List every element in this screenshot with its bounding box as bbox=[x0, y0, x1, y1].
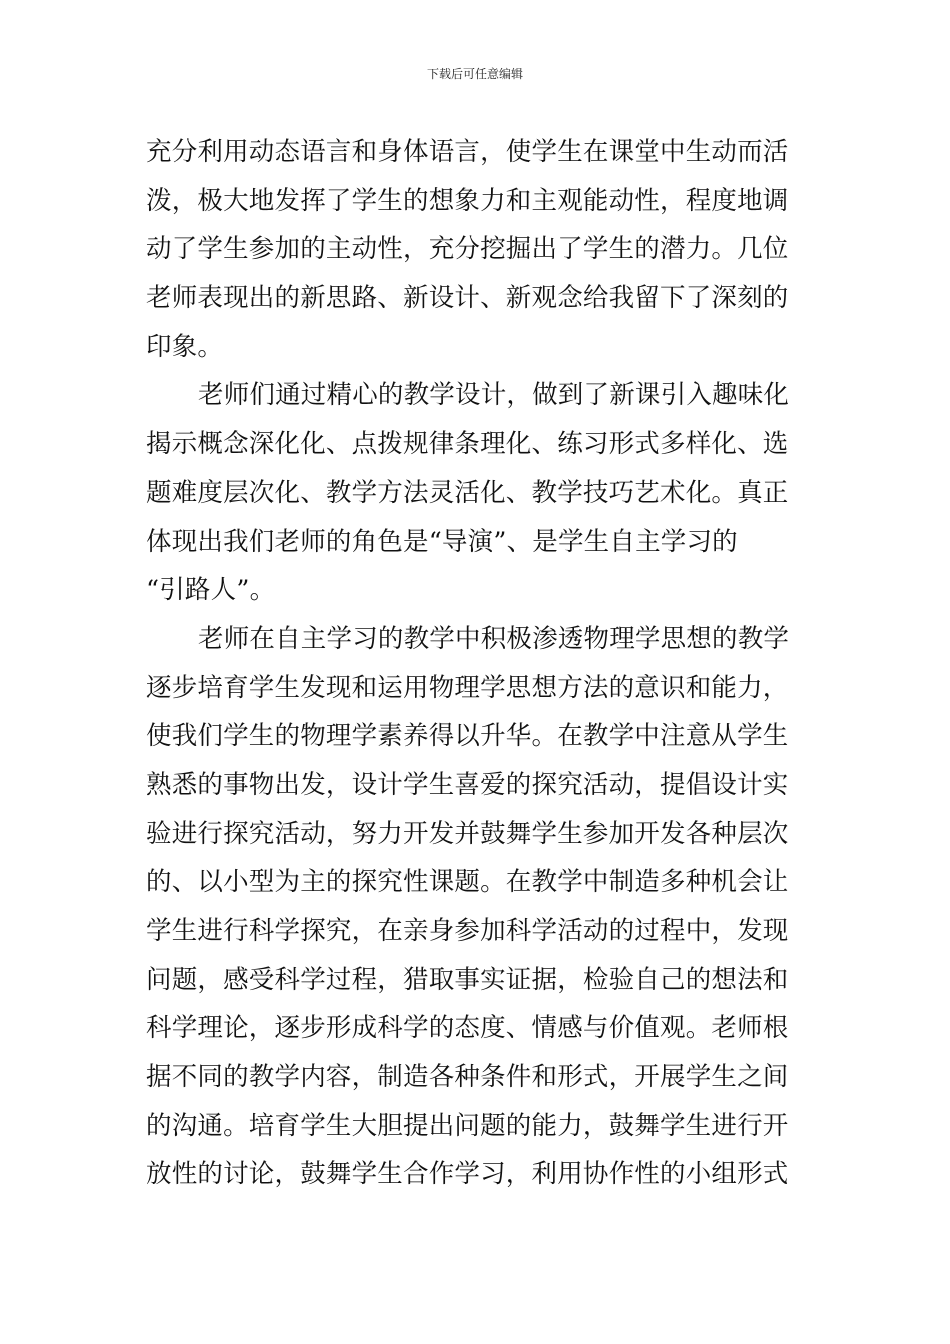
paragraph-3 bbox=[146, 615, 818, 1199]
text-line: 的沟通。培育学生大胆提出问题的能力，鼓舞学生进行开 bbox=[146, 1110, 789, 1141]
text-line: 老师表现出的新思路、新设计、新观念给我留下了深刻的 bbox=[146, 283, 789, 314]
text-line: 据不同的教学内容，制造各种条件和形式，开展学生之间 bbox=[146, 1062, 789, 1093]
text-line: 泼，极大地发挥了学生的想象力和主观能动性，程度地调 bbox=[146, 185, 789, 216]
text-line: 老师们通过精心的教学设计，做到了新课引入趣味化 bbox=[198, 380, 790, 411]
text-line: 逐步培育学生发现和运用物理学思想方法的意识和能力， bbox=[146, 672, 789, 703]
text-line: 动了学生参加的主动性，充分挖掘出了学生的潜力。几位 bbox=[146, 234, 789, 265]
text-line: 问题，感受科学过程，猎取事实证据，检验自己的想法和 bbox=[146, 964, 789, 995]
text-line: 的、以小型为主的探究性课题。在教学中制造多种机会让 bbox=[146, 867, 789, 898]
text-line: 题难度层次化、教学方法灵活化、教学技巧艺术化。真正 bbox=[146, 477, 789, 508]
text-line: 体现出我们老师的角色是“导演”、是学生自主学习的 bbox=[146, 526, 738, 557]
text-line: 揭示概念深化化、点拨规律条理化、练习形式多样化、选 bbox=[146, 429, 789, 460]
text-line: 使我们学生的物理学素养得以升华。在教学中注意从学生 bbox=[146, 721, 789, 752]
page-header: 下载后可任意编辑 bbox=[426, 67, 523, 81]
text-line: 老师在自主学习的教学中积极渗透物理学思想的教学 bbox=[198, 623, 790, 654]
text-line: 验进行探究活动，努力开发并鼓舞学生参加开发各种层次 bbox=[146, 818, 789, 849]
text-line: 熟悉的事物出发，设计学生喜爱的探究活动，提倡设计实 bbox=[146, 769, 789, 800]
text-line: 学生进行科学探究，在亲身参加科学活动的过程中，发现 bbox=[146, 916, 789, 946]
text-line: 印象。 bbox=[146, 331, 224, 362]
paragraph-2 bbox=[146, 371, 818, 614]
text-line: “引路人”。 bbox=[146, 575, 276, 606]
text-line: 充分利用动态语言和身体语言，使学生在课堂中生动而活 bbox=[146, 137, 789, 167]
document-body bbox=[146, 128, 818, 1199]
paragraph-1 bbox=[146, 128, 818, 371]
text-line: 科学理论，逐步形成科学的态度、情感与价值观。老师根 bbox=[146, 1013, 789, 1044]
text-line: 放性的讨论，鼓舞学生合作学习，利用协作性的小组形式 bbox=[146, 1159, 789, 1190]
